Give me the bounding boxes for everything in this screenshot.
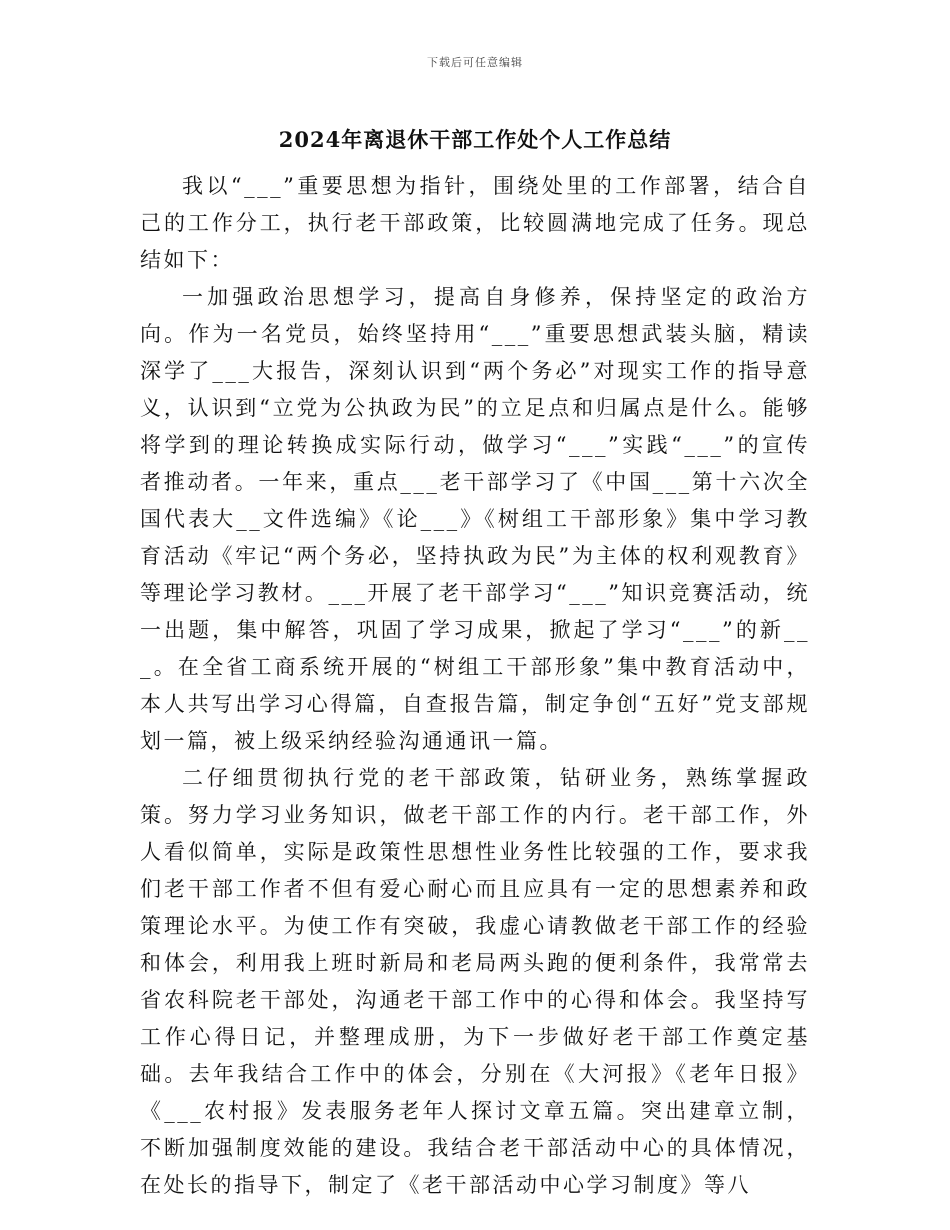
paragraph-section-2: 二仔细贯彻执行党的老干部政策，钻研业务，熟练掌握政策。努力学习业务知识，做老干部工作的内行。老干部工作，外人看似简单，实际是政策性思想性业务性比较强的工作，要求我们老干部工作者不但有爱心耐心而且应具有一定的思想素养和政策理论水平。为使工作有突破，我虚心请教做老干部工作的经验和体会，利用我上班时新局和老局两头跑的便利条件，我常常去省农科院老干部处，沟通老干部工作中的心得和体会。我坚持写工作心得日记，并整理成册，为下一步做好老干部工作奠定基础。去年我结合工作中的体会，分别在《大河报》《老年日报》《___农村报》发表服务老年人探讨文章五篇。突出建章立制，不断加强制度效能的建设。我结合老干部活动中心的具体情况，在处长的指导下，制定了《老干部活动中心学习制度》等八 (140, 766, 810, 1197)
document-body (140, 168, 810, 1204)
paragraph-intro: 我以“___”重要思想为指针，围绕处里的工作部署，结合自己的工作分工，执行老干部政策，比较圆满地完成了任务。现总结如下： (140, 174, 810, 272)
header-note: 下载后可任意编辑 (427, 56, 523, 69)
paragraph-section-1: 一加强政治思想学习，提高自身修养，保持坚定的政治方向。作为一名党员，始终坚持用“___”重要思想武装头脑，精读深学了___大报告，深刻认识到“两个务必”对现实工作的指导意义，认识到“立党为公执政为民”的立足点和归属点是什么。能够将学到的理论转换成实际行动，做学习“___”实践“___”的宣传者推动者。一年来，重点___老干部学习了《中国___第十六次全国代表大__文件选编》《论___》《树组工干部形象》集中学习教育活动《牢记“两个务必，坚持执政为民”为主体的权利观教育》等理论学习教材。___开展了老干部学习“___”知识竞赛活动，统一出题，集中解答，巩固了学习成果，掀起了学习“___”的新___。在全省工商系统开展的“树组工干部形象”集中教育活动中，本人共写出学习心得篇，自查报告篇，制定争创“五好”党支部规划一篇，被上级采纳经验沟通通讯一篇。 (140, 285, 810, 753)
document-title: 2024年离退休干部工作处个人工作总结 (278, 127, 672, 152)
